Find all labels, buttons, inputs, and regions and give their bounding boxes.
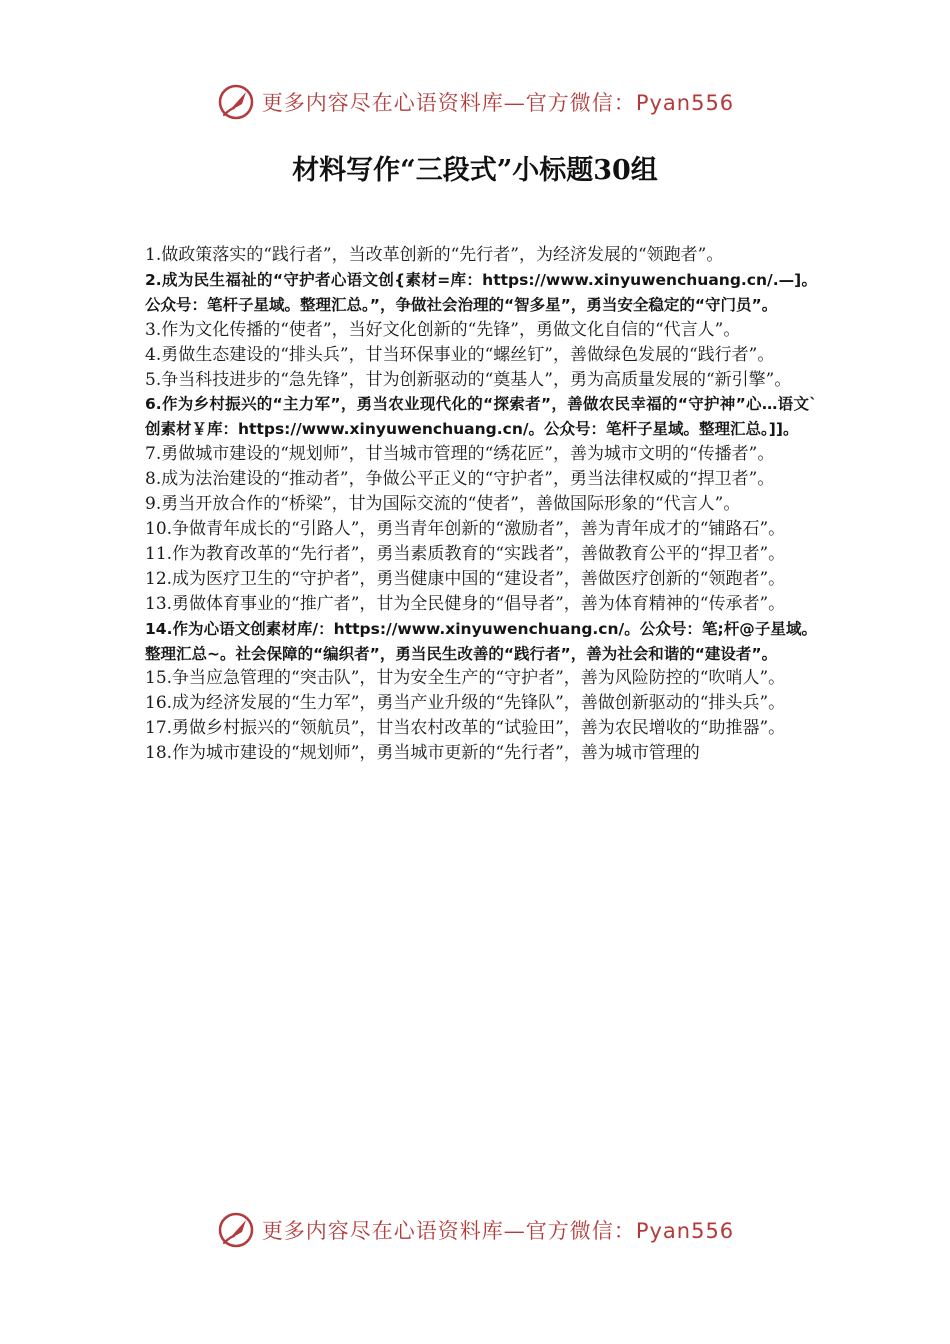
- paragraph-9: 9.勇当开放合作的“桥梁”，甘为国际交流的“使者”，善做国际形象的“代言人”。: [145, 494, 741, 515]
- paragraph-13: 13.勇做体育事业的“推广者”，甘为全民健身的“倡导者”，善为体育精神的“传承者”。: [145, 593, 786, 614]
- paragraph-2: 2.成为民生福祉的“守护者心语文创{素材=库：https://www.xinyuwenchuang.cn/.—]。公众号：笔杆子星域。整理汇总。”，争做社会治理的“智多星”，勇当安全稳定的“守门员”。: [145, 270, 817, 314]
- paragraph-15: 15.争当应急管理的“突击队”，甘为安全生产的“守护者”，善为风险防控的“吹哨人”。: [145, 668, 786, 689]
- paragraph-18: 18.作为城市建设的“规划师”，勇当城市更新的“先行者”，善为城市管理的: [145, 743, 700, 764]
- paragraph-3: 3.作为文化传播的“使者”，当好文化创新的“先锋”，勇做文化自信的“代言人”。: [145, 319, 741, 340]
- paragraph-12: 12.成为医疗卫生的“守护者”，勇当健康中国的“建设者”，善做医疗创新的“领跑者”。: [145, 568, 786, 589]
- paragraph-1: 1.做政策落实的“践行者”，当改革创新的“先行者”，为经济发展的“领跑者”。: [145, 245, 724, 265]
- paragraph-16: 16.成为经济发展的“生力军”，勇当产业升级的“先锋队”，善做创新驱动的“排头兵”。: [145, 693, 786, 714]
- quill-pen-logo-icon: [216, 82, 256, 122]
- paragraph-17: 17.勇做乡村振兴的“领航员”，甘当农村改革的“试验田”，善为农民增收的“助推器”。: [145, 718, 786, 739]
- paragraph-11: 11.作为教育改革的“先行者”，勇当素质教育的“实践者”，善做教育公平的“捍卫者”。: [145, 543, 786, 564]
- paragraph-10: 10.争做青年成长的“引路人”，勇当青年创新的“激励者”，善为青年成才的“铺路石”。: [145, 518, 786, 539]
- paragraph-8: 8.成为法治建设的“推动者”，争做公平正义的“守护者”，勇当法律权威的“捍卫者”。: [145, 469, 775, 490]
- header-banner: [0, 80, 950, 124]
- paragraph-5: 5.争当科技进步的“急先锋”，甘为创新驱动的“奠基人”，勇为高质量发展的“新引擎”。: [145, 369, 792, 390]
- paragraph-14: 14.作为心语文创素材库/：https://www.xinyuwenchuang.cn/。公众号：笔;杆@子星域。整理汇总~。社会保障的“编织者”，勇当民生改善的“践行者”，善为社会和谐的“建设者”。: [145, 619, 817, 663]
- quill-pen-logo-icon: [216, 1210, 256, 1250]
- header-banner-text: 更多内容尽在心语资料库—官方微信：Pyan556: [261, 91, 735, 115]
- paragraph-7: 7.勇做城市建设的“规划师”，甘当城市管理的“绣花匠”，善为城市文明的“传播者”。: [145, 444, 775, 465]
- document-body: [145, 243, 817, 1191]
- footer-banner-text: 更多内容尽在心语资料库—官方微信：Pyan556: [261, 1219, 735, 1243]
- footer-banner: [0, 1208, 950, 1252]
- page-title: 材料写作“三段式”小标题30组: [292, 155, 658, 186]
- paragraph-6: 6.作为乡村振兴的“主力军”，勇当农业现代化的“探索者”，善做农民幸福的“守护神”心…语文`创素材￥库：https://www.xinyuwenchuang.cn/。公众号：笔杆子星域。整理汇总。]]。: [145, 395, 817, 439]
- paragraph-4: 4.勇做生态建设的“排头兵”，甘当环保事业的“螺丝钉”，善做绿色发展的“践行者”。: [145, 344, 775, 365]
